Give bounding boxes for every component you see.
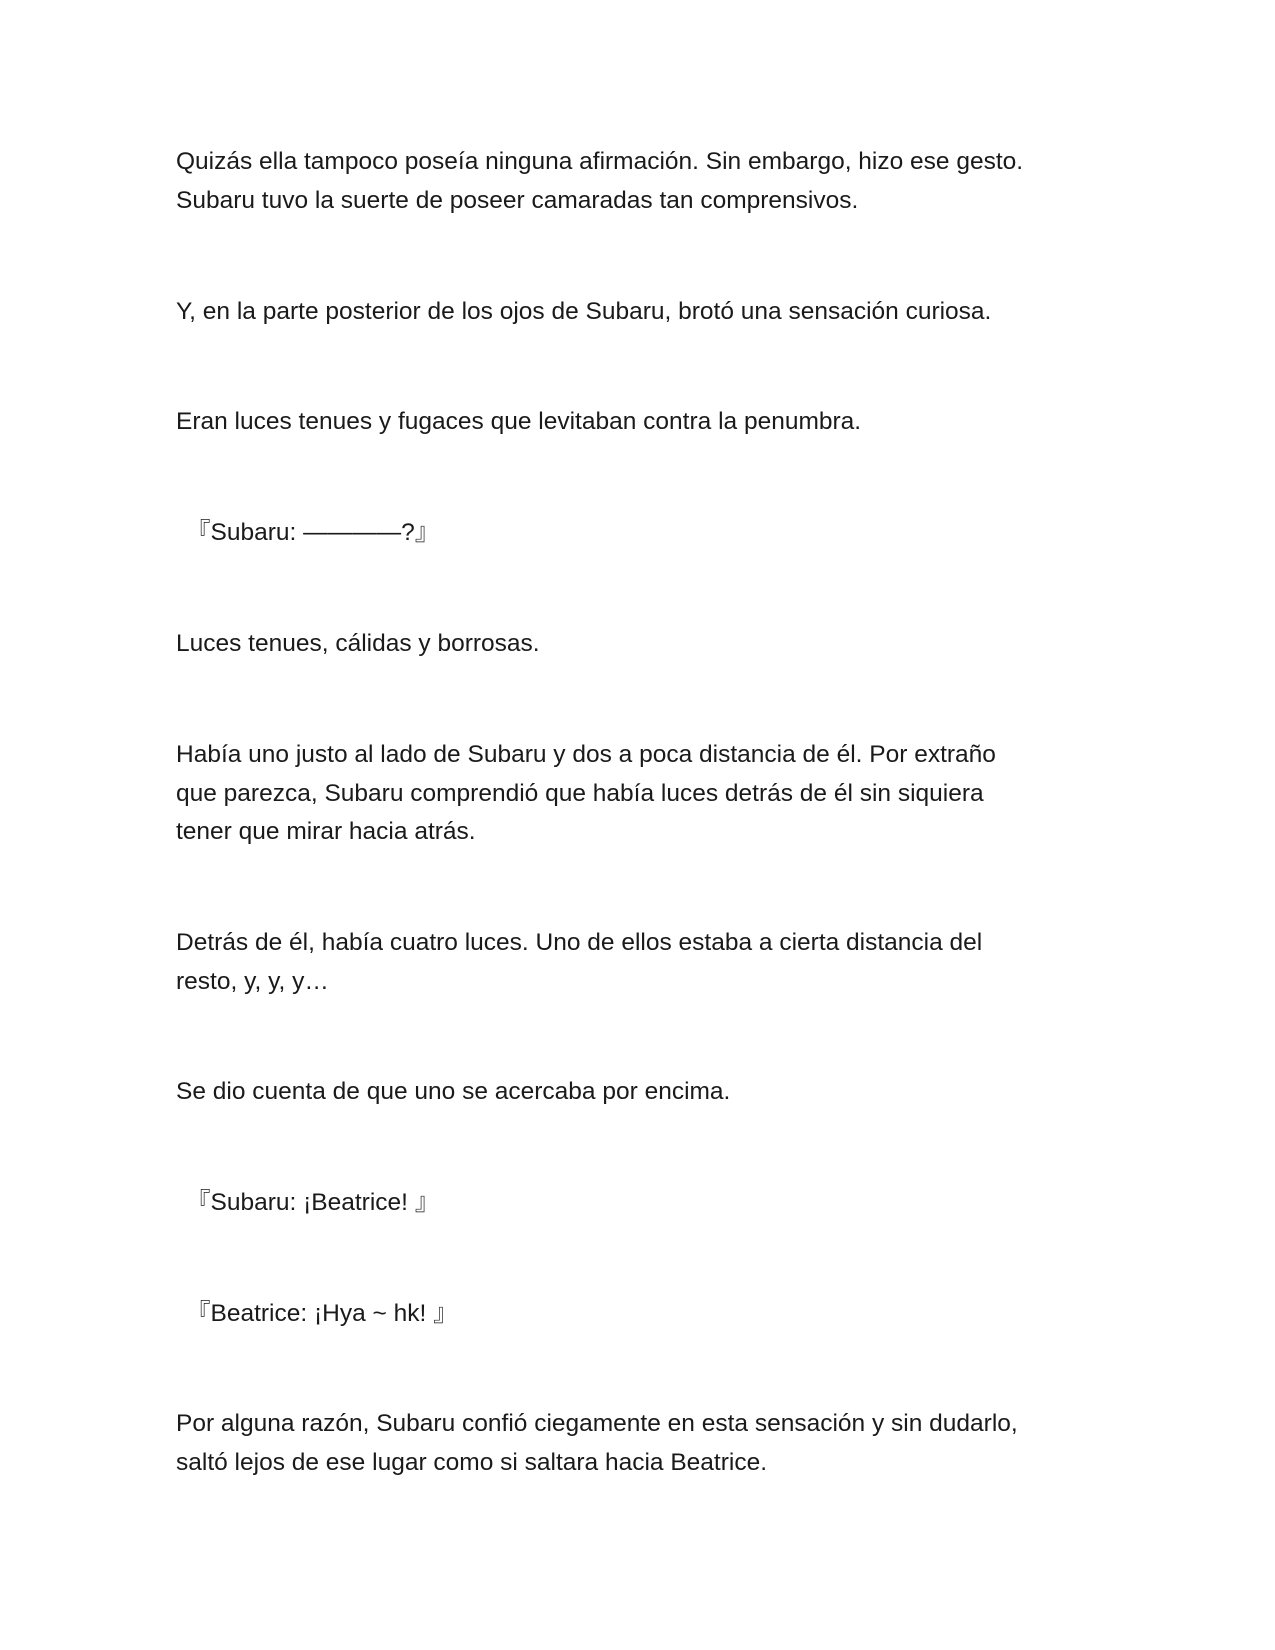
paragraph-11: Por alguna razón, Subaru confió ciegamente en esta sensación y sin dudarlo, saltó lejos de ese lugar como si saltara hacia Beatrice. xyxy=(176,1410,1018,1476)
dialogue-subaru-2: 『Subaru: ¡Beatrice! 』 xyxy=(186,1189,440,1216)
paragraph-5: Luces tenues, cálidas y borrosas. xyxy=(176,630,540,657)
paragraph-1: Quizás ella tampoco poseía ninguna afirmación. Sin embargo, hizo ese gesto. Subaru tuvo la suerte de poseer camaradas tan comprensivos. xyxy=(176,148,1024,214)
paragraph-3: Eran luces tenues y fugaces que levitaban contra la penumbra. xyxy=(176,408,862,435)
paragraph-6: Había uno justo al lado de Subaru y dos a poca distancia de él. Por extraño que parezca, Subaru comprendió que había luces detrás de él sin siquiera tener que mirar hacia atrás. xyxy=(176,741,996,845)
paragraph-7: Detrás de él, había cuatro luces. Uno de ellos estaba a cierta distancia del resto, y, y, y… xyxy=(176,929,983,995)
dialogue-subaru-1: 『Subaru: ————?』 xyxy=(186,519,440,546)
paragraph-8: Se dio cuenta de que uno se acercaba por encima. xyxy=(176,1078,731,1105)
paragraph-2: Y, en la parte posterior de los ojos de Subaru, brotó una sensación curiosa. xyxy=(176,298,992,325)
dialogue-beatrice: 『Beatrice: ¡Hya ~ hk! 』 xyxy=(186,1300,458,1327)
